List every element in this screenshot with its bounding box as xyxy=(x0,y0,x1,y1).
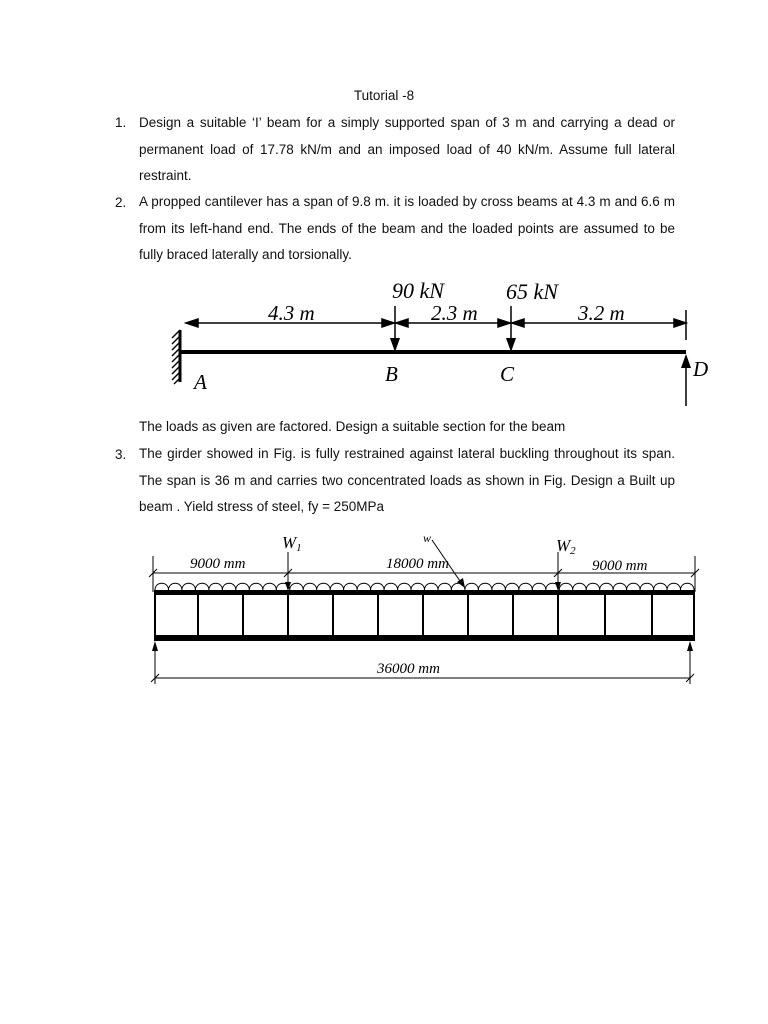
question-1-text: Design a suitable ‘I’ beam for a simply supported span of 3 m and carrying a dead or permanent load of 17.78 kN/m and an imposed load of 40 kN/m. Assume full lateral restraint. xyxy=(139,115,675,184)
point-label-d: D xyxy=(693,357,709,381)
question-3-text: The girder showed in Fig. is fully restrained against lateral buckling throughout its span. The span is 36 m and carries two concentrated loads as shown in Fig. Design a Built up beam . Yield stress of steel, fy = 250MPa xyxy=(139,446,675,515)
bottom-flange xyxy=(154,635,695,641)
dim-label-mid: 18000 mm xyxy=(386,556,449,572)
load-label-w: w xyxy=(423,531,432,545)
question-3-number: 3. xyxy=(115,447,127,462)
uniform-load-bumps xyxy=(155,583,694,590)
question-1-number: 1. xyxy=(115,115,127,130)
reaction-arrow-d xyxy=(681,354,691,406)
load-label-w1: W1 xyxy=(282,533,302,554)
fixed-support-hatch xyxy=(172,330,180,384)
question-2-number: 2. xyxy=(115,195,127,210)
point-label-c: C xyxy=(500,362,515,386)
question-2-after-text: The loads as given are factored. Design a suitable section for the beam xyxy=(139,419,566,434)
question-2-text: A propped cantilever has a span of 9.8 m. it is loaded by cross beams at 4.3 m and 6.6 m from its left-hand end. The ends of the beam and the loaded points are assumed to be fully braced laterally and torsionally. xyxy=(139,194,675,263)
load-label-w2: W2 xyxy=(556,536,576,557)
dim-label-2-3m: 2.3 m xyxy=(431,301,478,325)
dim-label-right: 9000 mm xyxy=(592,558,648,574)
load-label-65kn: 65 kN xyxy=(506,279,558,304)
point-label-a: A xyxy=(194,370,207,394)
document-title: Tutorial -8 xyxy=(353,88,415,103)
top-flange xyxy=(154,590,695,595)
load-label-90kn: 90 kN xyxy=(392,278,444,303)
web-stiffeners xyxy=(198,595,652,636)
load-arrow-b xyxy=(390,306,400,352)
dim-label-left: 9000 mm xyxy=(190,556,246,572)
dim-label-4-3m: 4.3 m xyxy=(268,301,315,325)
dim-label-total: 36000 mm xyxy=(377,661,440,677)
propped-cantilever-figure xyxy=(0,270,768,410)
point-label-b: B xyxy=(385,362,398,386)
dim-label-3-2m: 3.2 m xyxy=(578,301,625,325)
girder-figure xyxy=(0,525,768,690)
load-arrow-c xyxy=(506,306,516,352)
